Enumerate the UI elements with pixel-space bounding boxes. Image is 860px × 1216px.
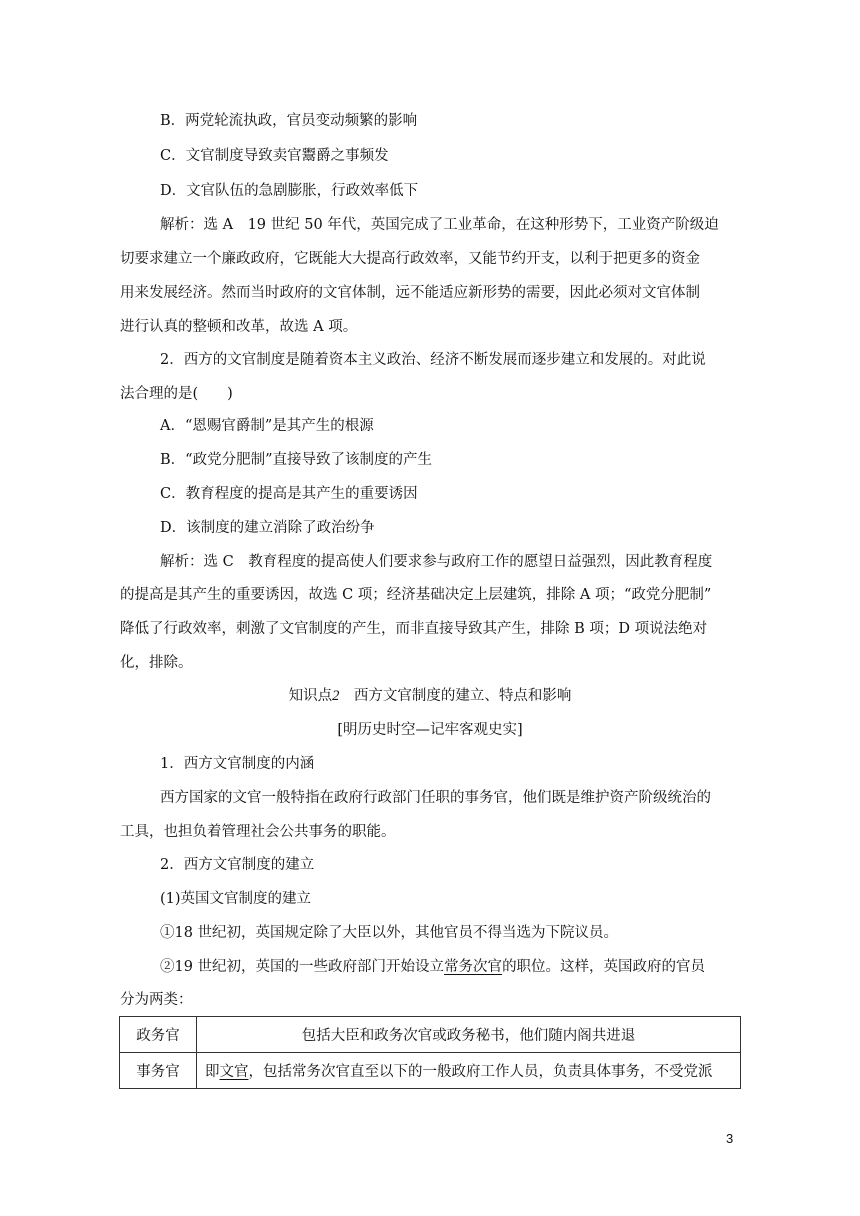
q1-option-b: B．两党轮流执政，官员变动频繁的影响 xyxy=(160,113,418,129)
table-cell-head: 事务官 xyxy=(120,1053,197,1089)
q2-option-c: C．教育程度的提高是其产生的重要诱因 xyxy=(160,486,418,502)
underlined-term: 文官 xyxy=(219,1064,249,1080)
q2-analysis-line: 降低了行政效率，刺激了文官制度的产生，而非直接导致其产生，排除 B 项；D 项说法绝对 xyxy=(120,621,708,637)
q2-option-a: A．“恩赐官爵制”是其产生的根源 xyxy=(160,418,374,434)
q2-stem-line: 法合理的是( ) xyxy=(120,386,233,402)
q2-analysis-line: 的提高是其产生的重要诱因，故选 C 项；经济基础决定上层建筑，排除 A 项；“政党分肥制” xyxy=(120,587,712,603)
table-cell-body: 包括大臣和政务次官或政务秘书，他们随内阁共进退 xyxy=(197,1017,741,1053)
paragraph-line: 西方国家的文官一般特指在政府行政部门任职的事务官，他们既是维护资产阶级统治的 xyxy=(160,790,711,806)
page-number: 3 xyxy=(726,1131,734,1146)
underlined-term: 常务次官 xyxy=(444,959,503,975)
section-title xyxy=(0,686,860,706)
section-title-number: 2 xyxy=(332,688,340,704)
subheading-2-1: (1)英国文官制度的建立 xyxy=(160,891,312,907)
q1-option-d: D．文官队伍的急剧膨胀，行政效率低下 xyxy=(160,183,419,199)
q1-analysis-line: 用来发展经济。然而当时政府的文官体制，远不能适应新形势的需要，因此必须对文官体制 xyxy=(120,285,700,301)
section-title-text: 西方文官制度的建立、特点和影响 xyxy=(339,688,572,704)
q2-option-d: D．该制度的建立消除了政治纷争 xyxy=(160,520,375,536)
q1-option-c: C．文官制度导致卖官鬻爵之事频发 xyxy=(160,148,389,164)
table-cell-text: 即 xyxy=(205,1064,220,1080)
q1-analysis-line: 解析：选 A 19 世纪 50 年代，英国完成了工业革命，在这种形势下，工业资产阶级迫 xyxy=(160,217,719,233)
list-item-2-continuation: 分为两类： xyxy=(120,992,193,1008)
table-row xyxy=(120,1017,741,1053)
list-item-2-text-end: 的职位。这样，英国政府的官员 xyxy=(502,959,706,975)
heading-1: 1．西方文官制度的内涵 xyxy=(160,756,315,772)
section-title-prefix: 知识点 xyxy=(288,688,333,704)
heading-2: 2．西方文官制度的建立 xyxy=(160,857,315,873)
q2-stem-line: 2．西方的文官制度是随着资本主义政治、经济不断发展而逐步建立和发展的。对此说 xyxy=(160,352,706,368)
q2-option-b: B．“政党分肥制”直接导致了该制度的产生 xyxy=(160,452,432,468)
q2-analysis-line: 化，排除。 xyxy=(120,655,193,671)
q1-analysis-line: 进行认真的整顿和改革，故选 A 项。 xyxy=(120,319,358,335)
section-subtitle: [明历史时空—记牢客观史实] xyxy=(337,722,523,738)
officials-table xyxy=(119,1016,741,1089)
table-cell-body xyxy=(197,1053,741,1089)
list-item-2-text: ②19 世纪初，英国的一些政府部门开始设立 xyxy=(160,959,445,975)
table-cell-head: 政务官 xyxy=(120,1017,197,1053)
table-cell-text-end: ，包括常务次官直至以下的一般政府工作人员，负责具体事务，不受党派 xyxy=(248,1064,713,1080)
list-item-2 xyxy=(160,957,705,977)
table-row xyxy=(120,1053,741,1089)
paragraph-line: 工具，也担负着管理社会公共事务的职能。 xyxy=(120,824,396,840)
list-item-1: ①18 世纪初，英国规定除了大臣以外，其他官员不得当选为下院议员。 xyxy=(160,925,619,941)
q2-analysis-line: 解析：选 C 教育程度的提高使人们要求参与政府工作的愿望日益强烈，因此教育程度 xyxy=(160,554,713,570)
q1-analysis-line: 切要求建立一个廉政政府，它既能大大提高行政效率，又能节约开支，以利于把更多的资金 xyxy=(120,251,700,267)
